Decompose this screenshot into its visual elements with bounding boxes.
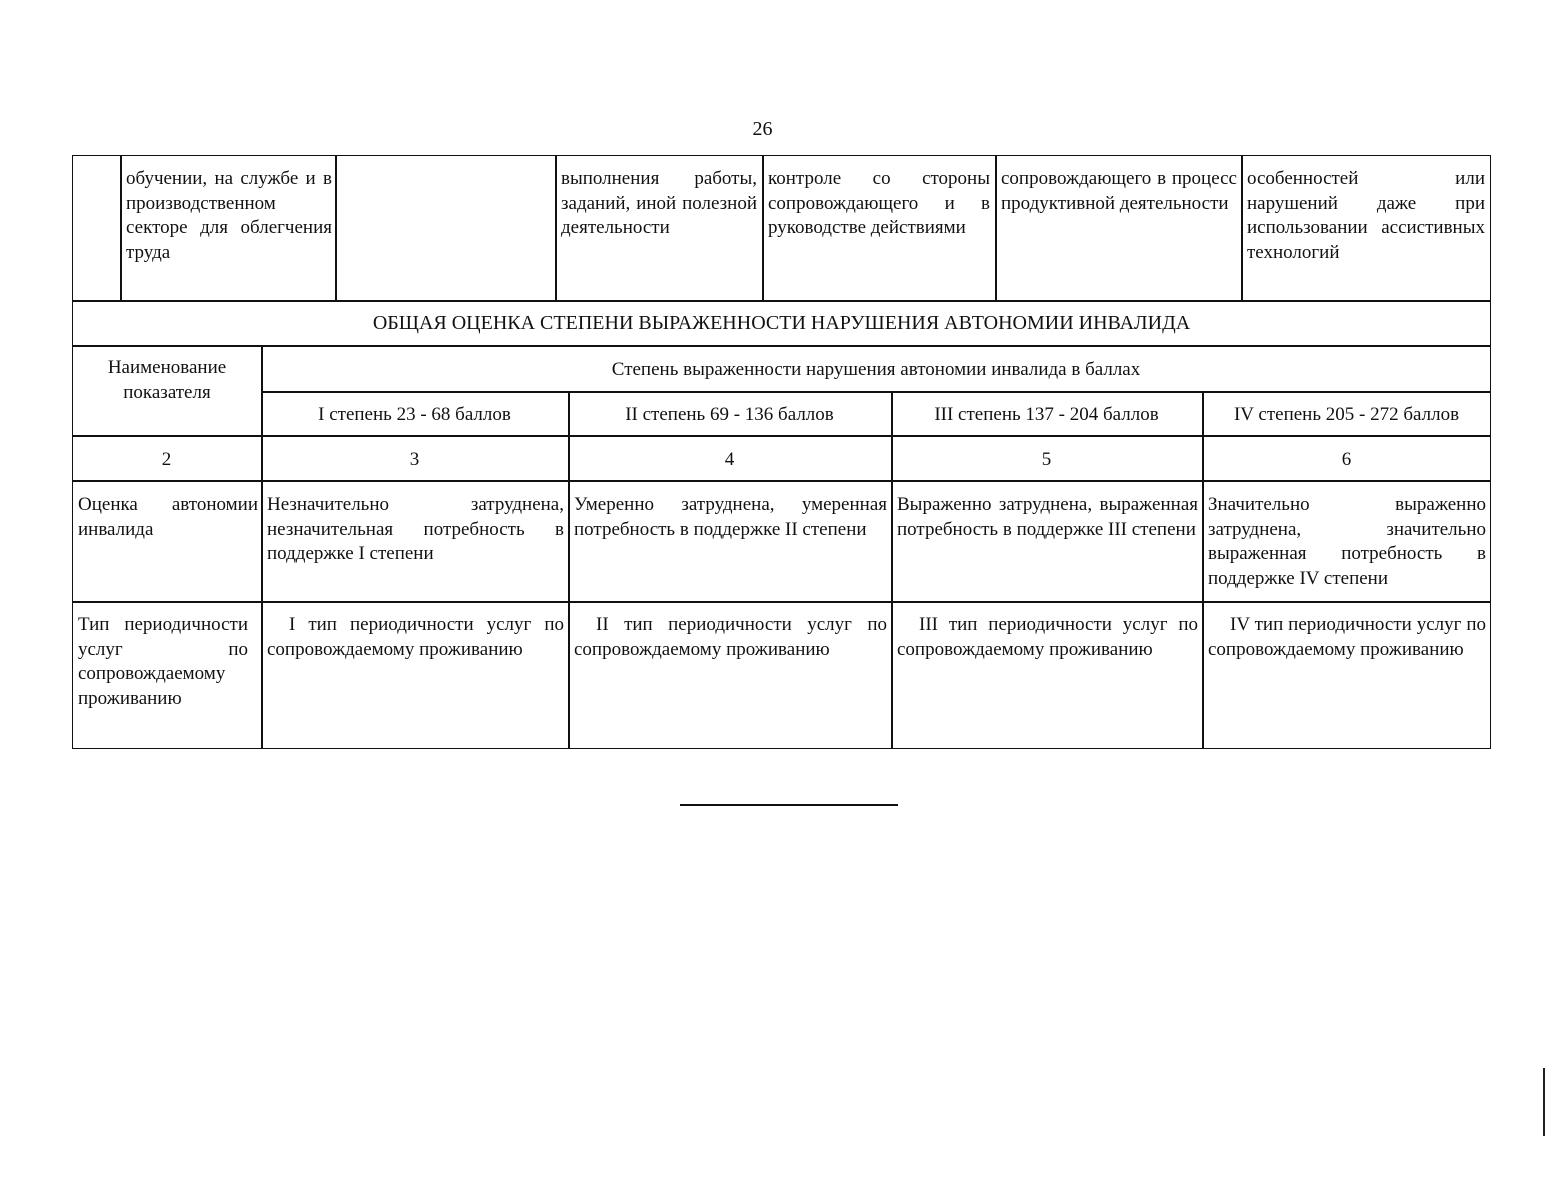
row-autonomy-name: Оценка автономии инвалида: [78, 494, 258, 540]
degree-4-header: IV степень 205 - 272 баллов: [1233, 404, 1460, 425]
degree-3-header: III степень 137 - 204 баллов: [934, 404, 1159, 425]
degree-caption: Степень выраженности нарушения автономии инвалида в баллах: [611, 359, 1141, 380]
column-number: 5: [1041, 449, 1052, 470]
top-cell-work: выполнения работы, заданий, иной полезной деятельности: [561, 168, 757, 238]
column-number: 3: [409, 449, 420, 470]
column-number: 2: [161, 449, 172, 470]
row-periodicity-degree-1: I тип периодичности услуг по сопровождаемому проживанию: [267, 614, 564, 660]
top-cell-training: обучении, на службе и в производственном секторе для облегчения труда: [126, 168, 332, 263]
indicator-name-header: Наименование показателя: [107, 357, 227, 403]
degree-2-header: II степень 69 - 136 баллов: [625, 404, 834, 425]
column-number: 4: [724, 449, 735, 470]
page-number: 26: [752, 118, 773, 140]
row-autonomy-degree-3: Выраженно затруднена, выраженная потребность в поддержке III степени: [897, 494, 1198, 540]
column-number: 6: [1341, 449, 1352, 470]
row-autonomy-degree-4: Значительно выраженно затруднена, значительно выраженная потребность в поддержке IV степени: [1208, 494, 1486, 589]
degree-1-header: I степень 23 - 68 баллов: [318, 404, 511, 425]
row-autonomy-degree-1: Незначительно затруднена, незначительная потребность в поддержке I степени: [267, 494, 564, 564]
row-autonomy-degree-2: Умеренно затруднена, умеренная потребность в поддержке II степени: [574, 494, 887, 540]
top-cell-features: особенностей или нарушений даже при использовании ассистивных технологий: [1247, 168, 1485, 263]
top-cell-control: контроле со стороны сопровождающего и в руководстве действиями: [768, 168, 990, 238]
row-periodicity-degree-2: II тип периодичности услуг по сопровождаемому проживанию: [574, 614, 887, 660]
row-periodicity-name: Тип периодичности услуг по сопровождаемому проживанию: [78, 614, 248, 709]
row-periodicity-degree-4: IV тип периодичности услуг по сопровождаемому проживанию: [1208, 614, 1486, 660]
section-title: ОБЩАЯ ОЦЕНКА СТЕПЕНИ ВЫРАЖЕННОСТИ НАРУШЕНИЯ АВТОНОМИИ ИНВАЛИДА: [372, 312, 1191, 334]
top-cell-accompanying: сопровождающего в процесс продуктивной деятельности: [1001, 168, 1237, 214]
end-rule: [680, 804, 898, 806]
scan-margin-mark: [1543, 1068, 1545, 1136]
row-periodicity-degree-3: III тип периодичности услуг по сопровождаемому проживанию: [897, 614, 1198, 660]
